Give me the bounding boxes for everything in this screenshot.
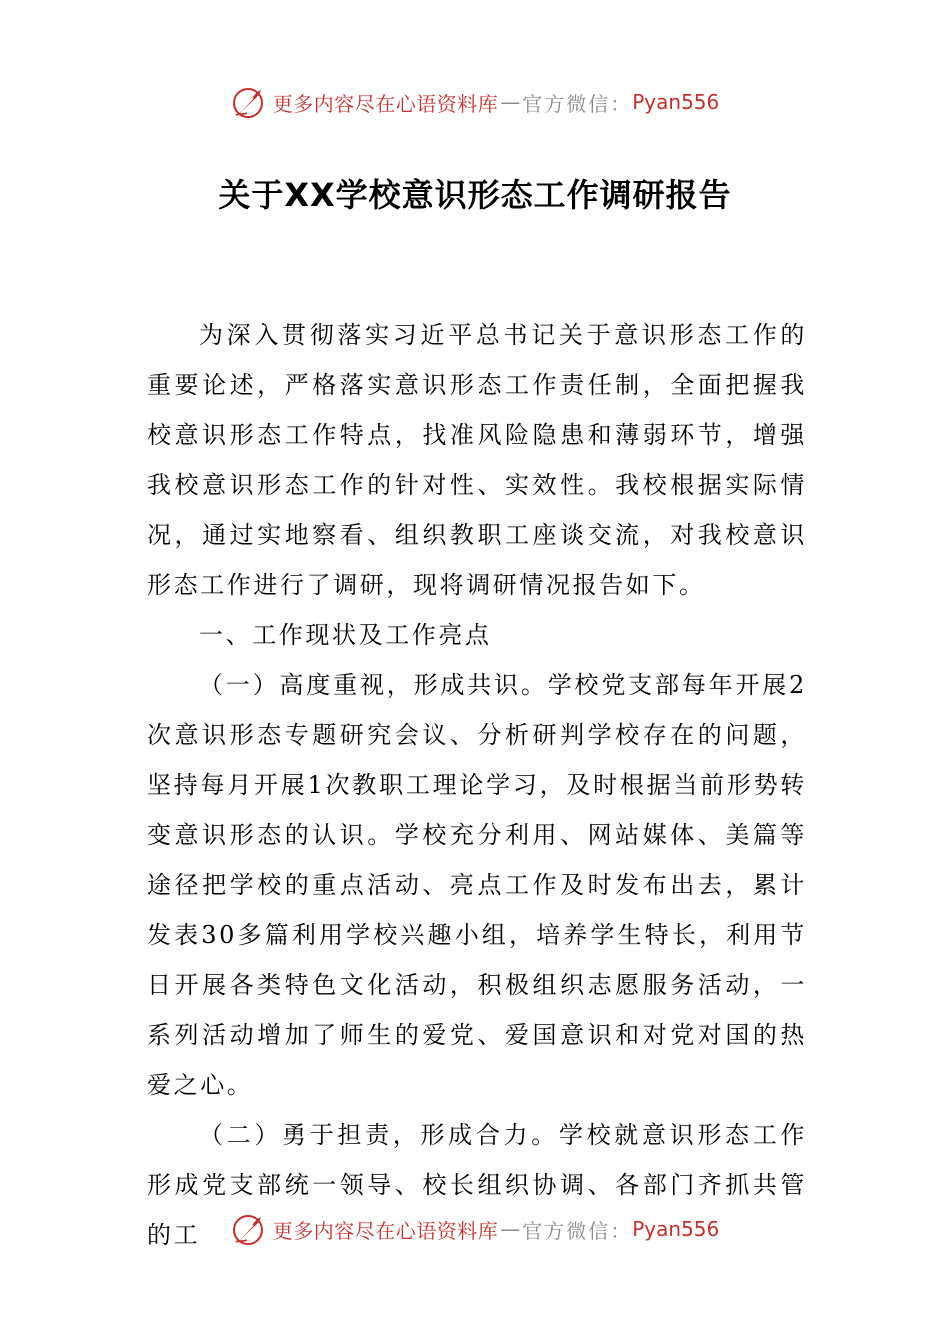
- watermark-account-label: 官方微信：: [522, 1218, 633, 1243]
- quill-pen-logo-icon: [231, 1211, 267, 1247]
- quill-pen-logo-icon: [231, 84, 267, 120]
- header-watermark: [0, 82, 950, 122]
- watermark-account: Pyan556: [632, 90, 720, 114]
- watermark-brand-text: 更多内容尽在心语资料库: [272, 91, 499, 116]
- intro-paragraph: 为深入贯彻落实习近平总书记关于意识形态工作的重要论述，严格落实意识形态工作责任制，全面把握我校意识形态工作特点，找准风险隐患和薄弱环节，增强我校意识形态工作的针对性、实效性。我校根据实际情况，通过实地察看、组织教职工座谈交流，对我校意识形态工作进行了调研，现将调研情况报告如下。: [147, 321, 807, 599]
- subsection-paragraph-1: （一）高度重视，形成共识。学校党支部每年开展2次意识形态专题研究会议、分析研判学校存在的问题，坚持每月开展1次教职工理论学习，及时根据当前形势转变意识形态的认识。学校充分利用、网站媒体、美篇等途径把学校的重点活动、亮点工作及时发布出去，累计发表30多篇利用学校兴趣小组，培养学生特长，利用节日开展各类特色文化活动，积极组织志愿服务活动，一系列活动增加了师生的爱党、爱国意识和对党对国的热爱之心。: [147, 671, 807, 1099]
- watermark-account-label: 官方微信：: [522, 91, 633, 116]
- watermark-separator: —: [500, 1217, 521, 1241]
- document-title: 关于XX学校意识形态工作调研报告: [218, 176, 732, 214]
- footer-watermark: [0, 1209, 950, 1249]
- subsection-paragraph-2: （二）勇于担责，形成合力。学校就意识形态工作形成党支部统一领导、校长组织协调、各部门齐抓共管的工: [147, 1121, 807, 1249]
- watermark-separator: —: [500, 90, 521, 114]
- section-heading: 一、工作现状及工作亮点: [199, 621, 492, 649]
- document-body: [147, 310, 807, 1260]
- watermark-brand-text: 更多内容尽在心语资料库: [272, 1218, 499, 1243]
- watermark-account: Pyan556: [632, 1217, 720, 1241]
